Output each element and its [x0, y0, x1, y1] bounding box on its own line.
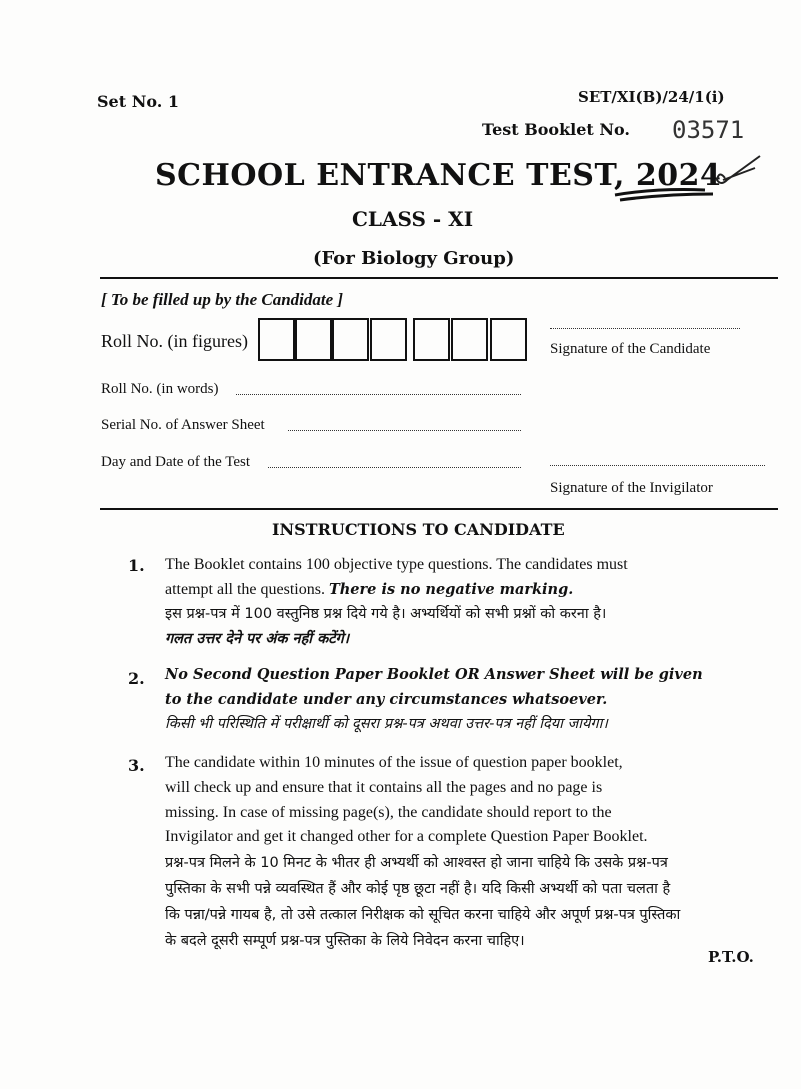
roll-words-field[interactable]: [236, 394, 521, 395]
hi-line: प्रश्न-पत्र मिलने के 10 मिनट के भीतर ही अभ्यर्थी को आश्वस्त हो जाना चाहिये कि उसके प्रश्न-पत्र: [165, 855, 668, 872]
en-line: will check up and ensure that it contains all the pages and no page is: [165, 778, 603, 796]
emphasis: There is no negative marking.: [328, 580, 574, 598]
roll-digit-box[interactable]: [258, 318, 295, 361]
instructions-heading: INSTRUCTIONS TO CANDIDATE: [272, 520, 565, 539]
item-number: 3.: [128, 756, 145, 775]
candidate-signature-label: Signature of the Candidate: [550, 341, 711, 357]
instruction-item-1: [165, 553, 765, 651]
item-number: 1.: [128, 556, 145, 575]
hi-line: गलत उत्तर देने पर अंक नहीं कटेंगे।: [165, 630, 350, 647]
hi-line: पुस्तिका के सभी पन्ने व्यवस्थित हैं और कोई पृष्ठ छूटा नहीं है। यदि किसी अभ्यर्थी को पता चलता है: [165, 881, 671, 898]
en-line: No Second Question Paper Booklet OR Answer Sheet will be given: [165, 666, 703, 683]
invigilator-signature-label: Signature of the Invigilator: [550, 480, 713, 496]
roll-digit-box[interactable]: [370, 318, 407, 361]
paper-code: SET/XI(B)/24/1(i): [578, 88, 725, 106]
serial-field[interactable]: [288, 430, 521, 431]
set-number: Set No. 1: [97, 92, 179, 111]
serial-label: Serial No. of Answer Sheet: [101, 417, 265, 433]
divider: [100, 277, 778, 279]
date-label: Day and Date of the Test: [101, 454, 251, 470]
hi-line: के बदले दूसरी सम्पूर्ण प्रश्न-पत्र पुस्तिका के लिये निवेदन करना चाहिए।: [165, 933, 525, 950]
tick-mark-icon: [595, 150, 765, 210]
candidate-section-heading: [ To be filled up by the Candidate ]: [101, 290, 344, 309]
pto-label: P.T.O.: [708, 948, 754, 966]
roll-digit-box[interactable]: [490, 318, 527, 361]
en-line: missing. In case of missing page(s), the candidate should report to the: [165, 803, 612, 821]
roll-figures-label: Roll No. (in figures): [101, 331, 248, 351]
en-line: The Booklet contains 100 objective type questions. The candidates must: [165, 556, 628, 573]
roll-digit-box[interactable]: [332, 318, 369, 361]
booklet-label: Test Booklet No.: [482, 120, 630, 139]
class-label: CLASS - XI: [352, 207, 474, 231]
hi-line: किसी भी परिस्थिति में परीक्षार्थी को दूसरा प्रश्न-पत्र अथवा उत्तर-पत्र नहीं दिया जायेगा।: [165, 716, 608, 732]
hi-line: कि पन्ना/पन्ने गायब है, तो उसे तत्काल निरीक्षक को सूचित करना चाहिये और अपूर्ण प्रश्न-पत्र पुस्तिका: [165, 907, 681, 924]
booklet-number: 03571: [672, 116, 745, 144]
group-label: (For Biology Group): [313, 248, 515, 269]
en-line: The candidate within 10 minutes of the issue of question paper booklet,: [165, 754, 623, 771]
instruction-item-3: [165, 751, 765, 954]
candidate-signature-line[interactable]: [550, 328, 740, 329]
page-title: SCHOOL ENTRANCE TEST, 2024: [155, 158, 722, 193]
hi-line: इस प्रश्न-पत्र में 100 वस्तुनिष्ठ प्रश्न दिये गये है। अभ्यर्थियों को सभी प्रश्नों को करना है।: [165, 606, 607, 622]
item-number: 2.: [128, 669, 145, 688]
en-line: attempt all the questions.: [165, 580, 325, 598]
divider: [100, 508, 778, 510]
date-field[interactable]: [268, 467, 521, 468]
roll-digit-box[interactable]: [295, 318, 332, 361]
roll-digit-box[interactable]: [413, 318, 450, 361]
roll-digit-box[interactable]: [451, 318, 488, 361]
en-line: to the candidate under any circumstances whatsoever.: [165, 690, 608, 708]
en-line: Invigilator and get it changed other for a complete Question Paper Booklet.: [165, 828, 648, 846]
invigilator-signature-line[interactable]: [550, 465, 765, 466]
instruction-item-2: [165, 663, 765, 737]
roll-words-label: Roll No. (in words): [101, 381, 219, 397]
